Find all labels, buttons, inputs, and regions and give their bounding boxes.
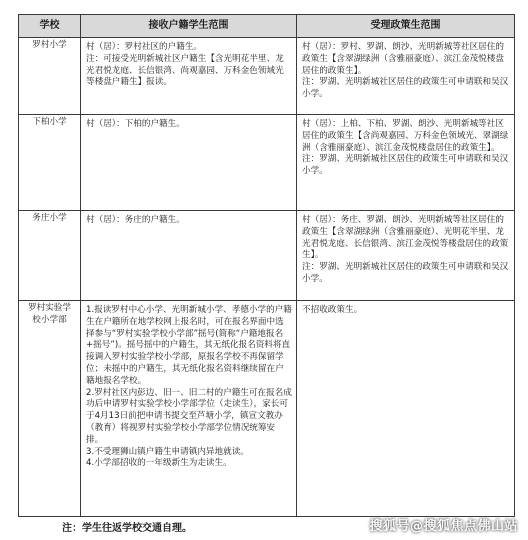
enrollment-table [18,14,515,517]
table-row [19,211,515,301]
cell-text: 3.不受理狮山镇户籍生申请镇内异地就读。 [86,446,249,457]
cell-text: 村（居）：上柏、下柏、罗湖、朗沙、光明新城等社区居住的政策生【含尚观嘉园、万科金色领域光、翠湖绿洲（含雅丽豪庭）、滨江金茂悦楼盘居住的政策生】。 [302,119,509,153]
cell-text: 注：可接受光明新城社区户籍生【含光明花半里、龙光君悦龙庭、长信银湾、尚观嘉园、万科金色领域光等楼盘户籍生】报读。 [86,53,284,88]
header-policy-scope: 受理政策生范围 [297,15,515,38]
school-name: 下柏小学 [19,115,81,211]
policy-scope-cell [297,115,515,211]
cell-text: 村（居）：务庄、罗湖、朗沙、光明新城等社区居住的政策生【含翠湖绿洲（含雅丽豪庭）、光明花半里、龙光君悦龙庭、长信银湾、滨江金茂悦等楼盘居住的政策生】。 [302,215,509,261]
cell-text: 不招收政策生。 [302,305,363,315]
policy-scope-cell [297,301,515,517]
table-row [19,301,515,517]
policy-scope-cell [297,211,515,301]
cell-text: 注：罗湖、光明新城社区居住的政策生可申请联和吴汉小学。 [302,262,509,284]
household-scope-cell [81,115,297,211]
school-name: 罗村实验学校小学部 [19,301,81,517]
cell-text: 4.小学部招收的一年级新生为走读生。 [86,458,232,469]
watermark: 搜狐号@搜狐焦点佛山站 [369,519,518,534]
cell-text: 注：罗湖、光明新城社区居住的政策生可申请联和吴汉小学。 [302,154,509,177]
cell-text: 村（居）：下柏的户籍生。 [86,119,185,129]
cell-text: 村（居）：罗村社区的户籍生。 [86,42,203,52]
table-row [19,38,515,115]
school-name: 务庄小学 [19,211,81,301]
header-household-scope: 接收户籍学生范围 [81,15,297,38]
transport-footnote: 注：学生往返学校交通自理。 [62,523,192,534]
household-scope-cell [81,301,297,517]
school-name: 罗村小学 [19,38,81,115]
header-school: 学校 [19,15,81,38]
cell-text: 2.罗村社区内彭边、旧一、旧二村的户籍生可在报名成功后申请罗村实验学校小学部学位（走读生），家长可于4月13日前把申请书提交至芦塘小学，镇宣文教办（教育）将视罗村实验学校小学部学位情况统筹安排。 [86,387,292,445]
policy-scope-cell [297,38,515,115]
table-row [19,115,515,211]
cell-text: 1.报读罗村中心小学、光明新城小学、孝德小学的户籍生在户籍所在地学校网上报名时，可在报名界面中选择参与“罗村实验学校小学部”摇号(简称“户籍地报名+摇号”)。摇号摇中的户籍生，其无纸化报名资料将直接调入罗村实验学校小学部，原报名学校不再保留学位；未摇中的户籍生，其无纸化报名资料继续留在户籍地报名学校。 [86,305,292,386]
table-header-row [19,15,515,38]
cell-text: 村（居）：罗村、罗湖、朗沙、光明新城等社区居住的政策生【含翠湖绿洲（含雅丽豪庭）、滨江金茂悦楼盘居住的政策生】。 [302,42,504,76]
household-scope-cell [81,211,297,301]
cell-text: 村（居）：务庄的户籍生。 [86,215,185,225]
cell-text: 注：罗湖、光明新城社区居住的政策生可申请联和吴汉小学。 [302,77,509,100]
household-scope-cell [81,38,297,115]
